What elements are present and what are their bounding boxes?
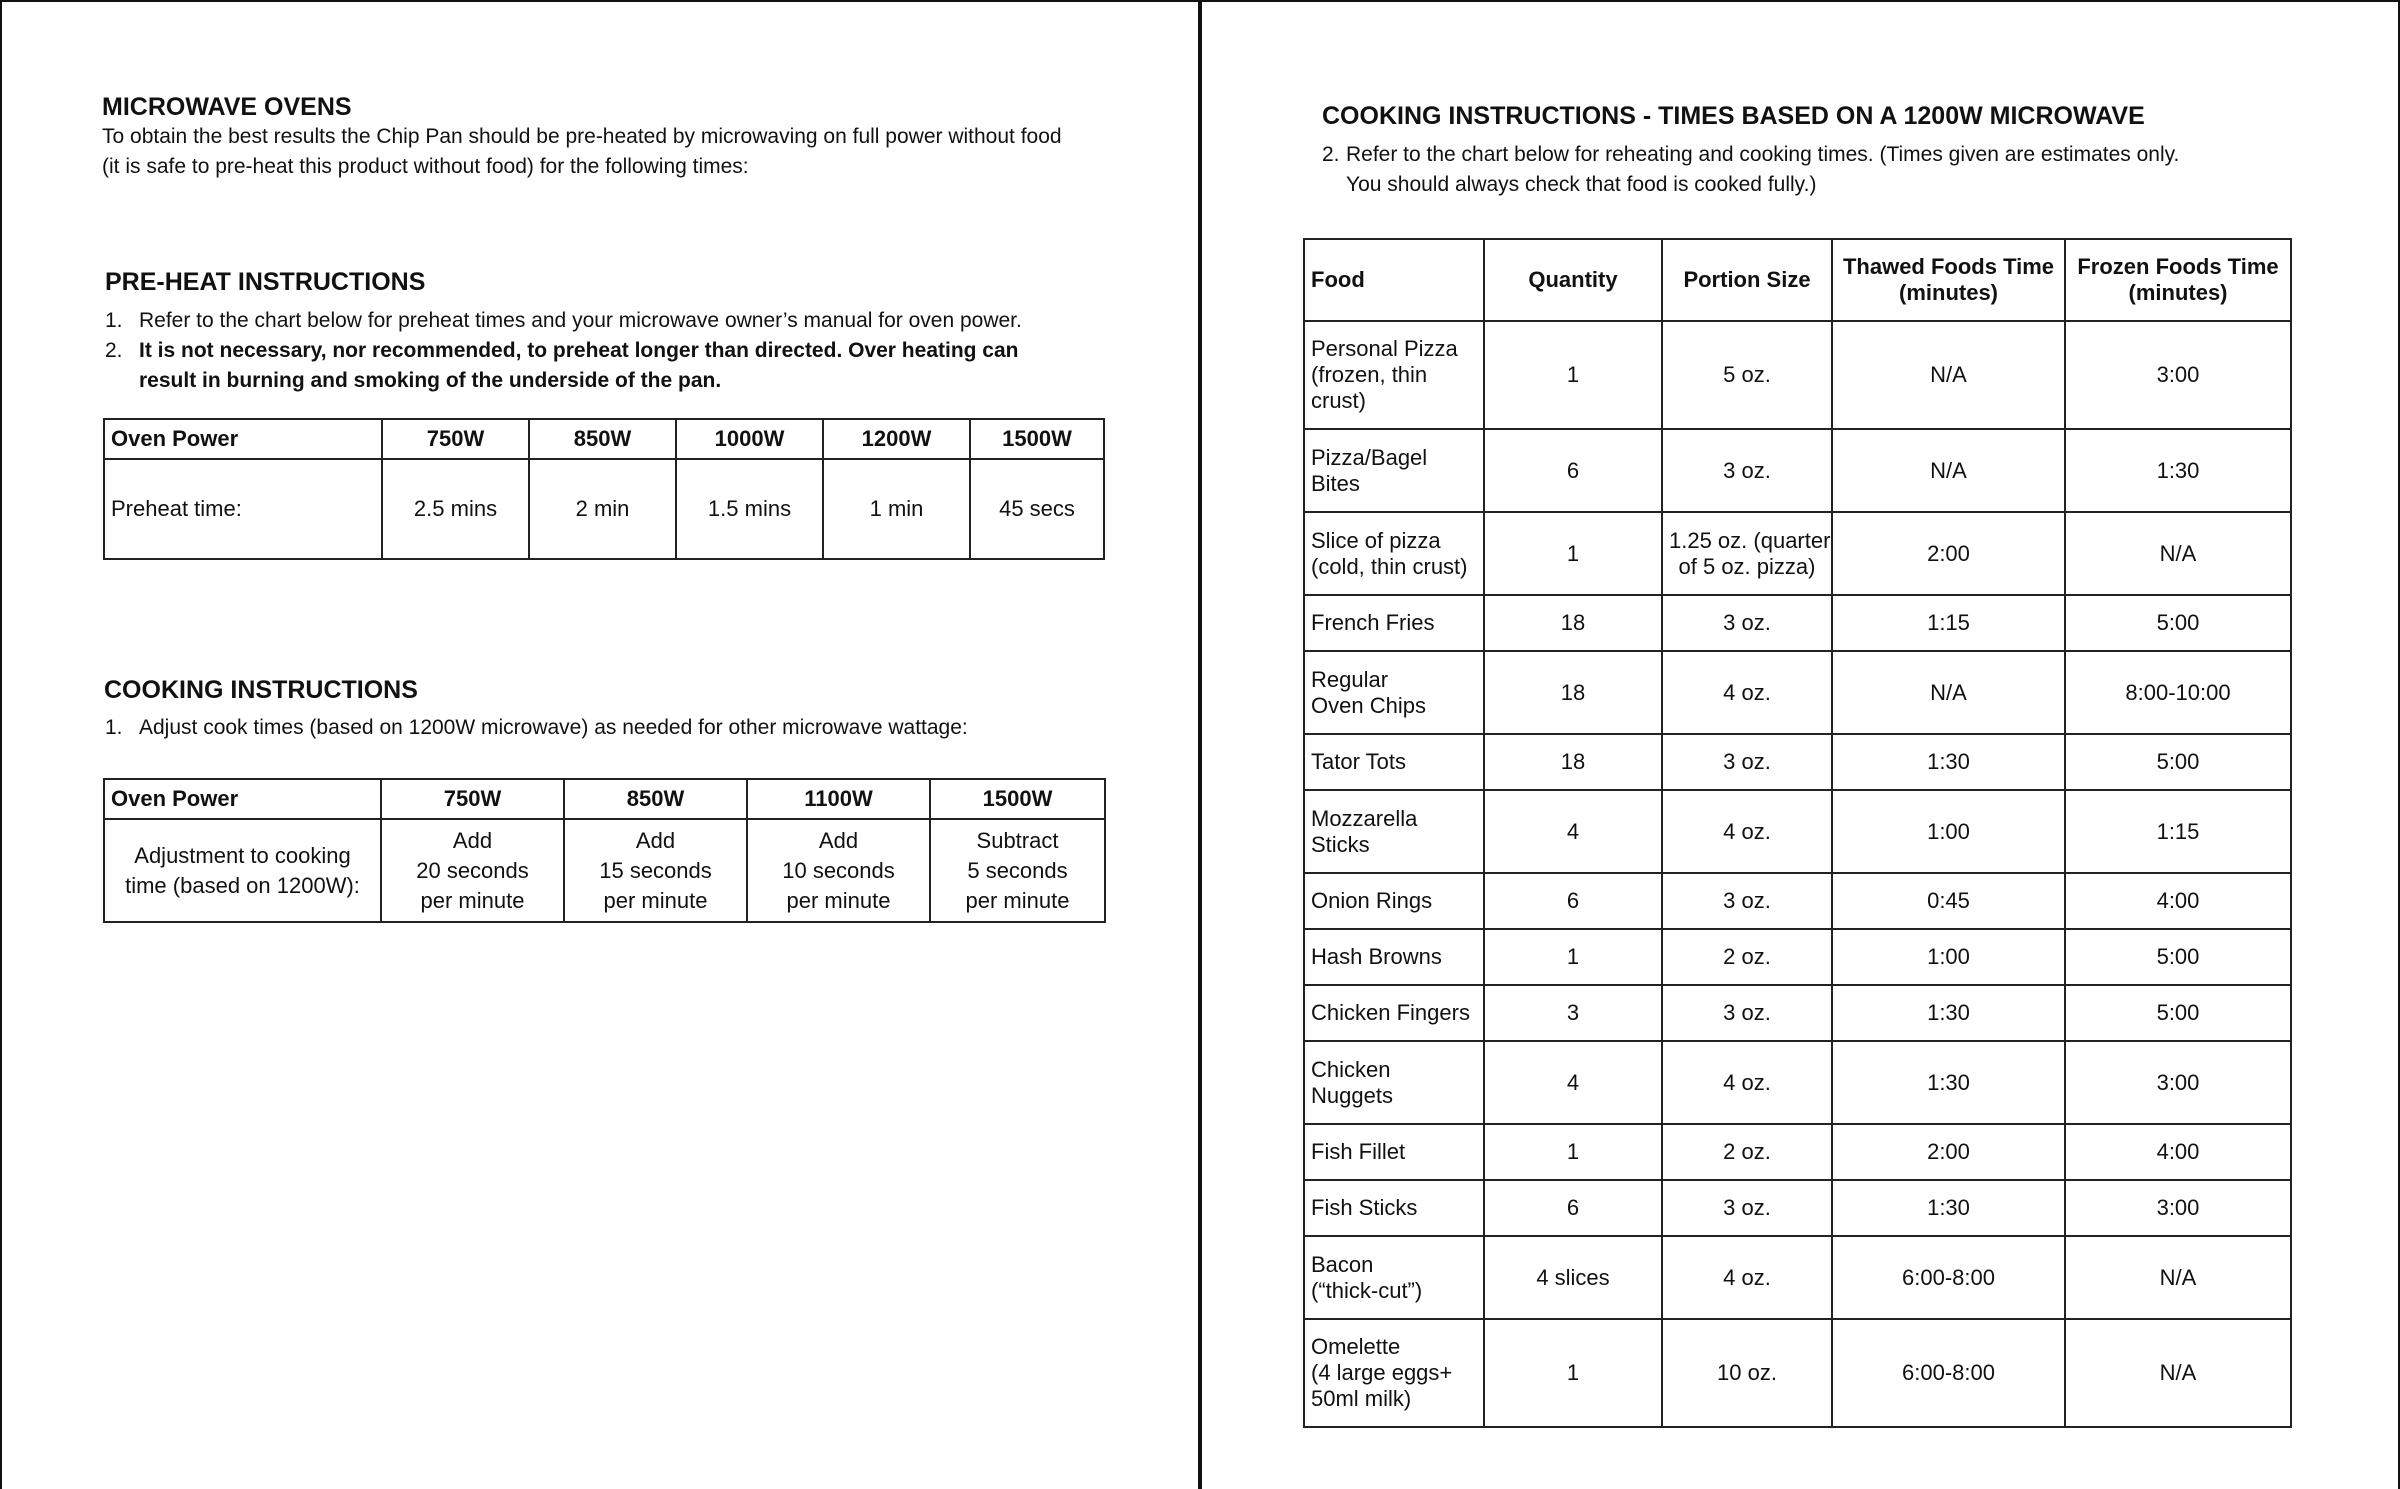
cell-line: 10 seconds [782,857,895,883]
frozen-time-cell: 5:00 [2065,595,2291,651]
cell-line: per minute [420,887,525,913]
list-number: 1. [105,716,123,739]
microwave-section [102,92,1062,182]
frozen-time-cell: 5:00 [2065,734,2291,790]
cell-line: (cold, thin crust) [1311,553,1468,579]
cell-line: 5 seconds [967,857,1068,883]
cooking-section [104,675,418,705]
portion-cell [1662,1124,1832,1180]
table-header-cell [1484,239,1662,321]
frozen-time-cell: 3:00 [2065,1180,2291,1236]
quantity-cell: 1 [1484,321,1662,429]
table-row [1304,1124,2291,1180]
cell-line: Bacon [1311,1251,1374,1277]
table-header-row [104,419,1104,459]
cell-line: Portion Size [1683,267,1811,292]
food-table-body [1304,321,2291,1427]
thawed-time-cell: 1:00 [1832,790,2065,873]
quantity-cell: 4 [1484,1041,1662,1124]
frozen-time-cell: 5:00 [2065,929,2291,985]
cell-line: Food [1311,267,1365,292]
table-header-cell: 1000W [676,419,823,459]
quantity-cell: 4 slices [1484,1236,1662,1319]
cooking-adjustment-table [103,778,1106,923]
frozen-time-cell: N/A [2065,512,2291,595]
right-section [1322,101,2145,131]
cell-line: 50ml milk) [1311,1386,1412,1411]
table-cell: 1.5 mins [676,459,823,559]
table-row [1304,985,2291,1041]
food-cell [1304,985,1484,1041]
cell-line: 4 oz. [1723,818,1771,844]
cell-line: Chicken [1311,1056,1391,1082]
food-cell [1304,321,1484,429]
table-row [104,459,1104,559]
cell-line: Bites [1311,470,1360,496]
cell-line: Mozzarella [1311,805,1418,831]
list-text: You should always check that food is cooked fully.) [1346,173,1817,196]
cell-line: 2 oz. [1723,944,1771,969]
portion-cell [1662,429,1832,512]
list-text: Refer to the chart below for preheat times and your microwave owner’s manual for oven power. [139,309,1022,332]
cell-line: Personal Pizza [1311,336,1458,361]
cooking-title: COOKING INSTRUCTIONS [104,676,418,704]
thawed-time-cell: N/A [1832,429,2065,512]
cell-line: of 5 oz. pizza) [1678,553,1816,579]
cell-line: 10 oz. [1717,1360,1777,1385]
cell-line: Fish Sticks [1311,1195,1418,1220]
food-cell [1304,595,1484,651]
table-cell [747,819,930,922]
thawed-time-cell: N/A [1832,321,2065,429]
cell-line: crust) [1311,388,1366,413]
microwave-body-line-1: To obtain the best results the Chip Pan should be pre-heated by microwaving on full power without food [102,125,1062,148]
table-row [1304,651,2291,734]
table-row [1304,1041,2291,1124]
cell-line: Slice of pizza [1311,527,1441,553]
quantity-cell: 18 [1484,734,1662,790]
list-number: 2. [1322,143,1340,166]
cell-line: 3 oz. [1723,749,1771,774]
portion-cell [1662,651,1832,734]
table-row [1304,790,2291,873]
thawed-time-cell: 6:00-8:00 [1832,1236,2065,1319]
portion-cell [1662,1041,1832,1124]
table-header-cell: 1500W [930,779,1105,819]
table-header-cell [1662,239,1832,321]
frozen-time-cell: 4:00 [2065,873,2291,929]
microwave-title: MICROWAVE OVENS [102,93,352,121]
table-cell [930,819,1105,922]
frozen-time-cell: 8:00-10:00 [2065,651,2291,734]
cell-line: Tator Tots [1311,749,1406,774]
table-header-cell: 1500W [970,419,1104,459]
table-row [1304,512,2291,595]
table-cell [381,819,564,922]
cell-line: (frozen, thin [1311,362,1428,387]
food-cell [1304,512,1484,595]
food-cell [1304,734,1484,790]
cell-line: 15 seconds [599,857,712,883]
food-times-table [1303,238,2292,1428]
cell-line: Fish Fillet [1311,1139,1406,1164]
list-text: Adjust cook times (based on 1200W microwave) as needed for other microwave wattage: [139,716,968,739]
food-cell [1304,651,1484,734]
quantity-cell: 1 [1484,1124,1662,1180]
quantity-cell: 1 [1484,512,1662,595]
cell-line: 3 oz. [1723,888,1771,913]
portion-cell [1662,321,1832,429]
table-header-cell [1304,239,1484,321]
thawed-time-cell: N/A [1832,651,2065,734]
table-cell: Preheat time: [104,459,382,559]
food-cell [1304,873,1484,929]
table-header-cell: 750W [381,779,564,819]
cell-line: 2 oz. [1723,1139,1771,1164]
table-cell [564,819,747,922]
food-cell [1304,790,1484,873]
portion-cell [1662,929,1832,985]
table-row [1304,321,2291,429]
cell-line: 3 oz. [1723,457,1771,483]
cell-line: per minute [603,887,708,913]
table-row [1304,1180,2291,1236]
cell-line: Add [818,827,859,853]
cell-line: 3 oz. [1723,1195,1771,1220]
preheat-table [103,418,1105,560]
thawed-time-cell: 2:00 [1832,512,2065,595]
portion-cell [1662,512,1832,595]
list-number: 2. [105,339,123,362]
table-header-cell: 850W [564,779,747,819]
quantity-cell: 6 [1484,1180,1662,1236]
cell-line: 5 oz. [1723,362,1771,387]
thawed-time-cell: 1:30 [1832,734,2065,790]
quantity-cell: 6 [1484,873,1662,929]
thawed-time-cell: 1:30 [1832,1041,2065,1124]
table-row [1304,595,2291,651]
table-header-cell: 1100W [747,779,930,819]
portion-cell [1662,734,1832,790]
table-header-cell [1832,239,2065,321]
cell-line: Regular [1311,666,1389,692]
cell-line: (4 large eggs+ [1311,1360,1453,1385]
quantity-cell: 3 [1484,985,1662,1041]
table-row [104,819,1105,922]
page-divider [1198,0,1202,1489]
portion-cell [1662,1180,1832,1236]
portion-cell [1662,595,1832,651]
food-cell [1304,1180,1484,1236]
thawed-time-cell: 1:30 [1832,1180,2065,1236]
table-row [1304,929,2291,985]
table-row [1304,429,2291,512]
cell-line: Subtract [976,827,1059,853]
microwave-body-line-2: (it is safe to pre-heat this product without food) for the following times: [102,155,749,178]
table-row [1304,1319,2291,1427]
cell-line: Sticks [1311,831,1370,857]
table-cell: 45 secs [970,459,1104,559]
portion-cell [1662,1319,1832,1427]
table-cell [104,819,381,922]
cell-line: Frozen Foods Time [2077,254,2279,279]
frozen-time-cell: N/A [2065,1236,2291,1319]
preheat-section [105,267,425,297]
portion-cell [1662,790,1832,873]
quantity-cell: 18 [1484,595,1662,651]
food-cell [1304,929,1484,985]
cell-line: Onion Rings [1311,888,1433,913]
cell-line: 1.25 oz. (quarter [1669,527,1831,553]
quantity-cell: 1 [1484,1319,1662,1427]
table-header-cell: 1200W [823,419,970,459]
cell-line: Add [452,827,493,853]
cell-line: 4 oz. [1723,679,1771,705]
cell-line: Nuggets [1311,1082,1393,1108]
frozen-time-cell: 4:00 [2065,1124,2291,1180]
cell-line: time (based on 1200W): [125,872,360,898]
food-cell [1304,1124,1484,1180]
thawed-time-cell: 0:45 [1832,873,2065,929]
table-cell: 2.5 mins [382,459,529,559]
table-cell: 1 min [823,459,970,559]
cell-line: Quantity [1528,267,1618,292]
frozen-time-cell: 1:30 [2065,429,2291,512]
cell-line: Thawed Foods Time [1842,254,2055,279]
thawed-time-cell: 1:00 [1832,929,2065,985]
table-header-cell: Oven Power [104,779,381,819]
list-text: It is not necessary, nor recommended, to preheat longer than directed. Over heating can [139,339,1019,362]
table-row [1304,1236,2291,1319]
frozen-time-cell: 3:00 [2065,1041,2291,1124]
cell-line: Adjustment to cooking [134,842,351,868]
cell-line: Oven Chips [1311,692,1426,718]
table-header-cell: 750W [382,419,529,459]
food-cell [1304,1236,1484,1319]
table-row [1304,734,2291,790]
food-cell [1304,1041,1484,1124]
table-header-row [1304,239,2291,321]
thawed-time-cell: 1:15 [1832,595,2065,651]
preheat-title: PRE-HEAT INSTRUCTIONS [105,268,426,296]
cell-line: Chicken Fingers [1311,1000,1470,1025]
frozen-time-cell: N/A [2065,1319,2291,1427]
cell-line: Add [635,827,676,853]
cell-line: (minutes) [1899,280,1998,305]
thawed-time-cell: 1:30 [1832,985,2065,1041]
list-text: Refer to the chart below for reheating and cooking times. (Times given are estimates only. [1346,143,2180,166]
cell-line: Hash Browns [1311,944,1442,969]
quantity-cell: 6 [1484,429,1662,512]
right-title: COOKING INSTRUCTIONS - TIMES BASED ON A 1200W MICROWAVE [1322,102,2145,130]
table-header-row [104,779,1105,819]
table-header-cell: 850W [529,419,676,459]
table-cell: 2 min [529,459,676,559]
quantity-cell: 18 [1484,651,1662,734]
cell-line: Omelette [1311,1334,1401,1359]
table-header-cell: Oven Power [104,419,382,459]
table-header-cell [2065,239,2291,321]
cell-line: 4 oz. [1723,1264,1771,1290]
quantity-cell: 4 [1484,790,1662,873]
thawed-time-cell: 6:00-8:00 [1832,1319,2065,1427]
food-cell [1304,429,1484,512]
portion-cell [1662,873,1832,929]
frozen-time-cell: 1:15 [2065,790,2291,873]
frozen-time-cell: 5:00 [2065,985,2291,1041]
cell-line: per minute [786,887,891,913]
portion-cell [1662,985,1832,1041]
cell-line: per minute [965,887,1070,913]
cell-line: Pizza/Bagel [1311,444,1428,470]
thawed-time-cell: 2:00 [1832,1124,2065,1180]
frozen-time-cell: 3:00 [2065,321,2291,429]
cell-line: 3 oz. [1723,1000,1771,1025]
food-cell [1304,1319,1484,1427]
list-number: 1. [105,309,123,332]
cell-line: (minutes) [2128,280,2228,305]
list-text: result in burning and smoking of the underside of the pan. [139,369,722,392]
portion-cell [1662,1236,1832,1319]
cell-line: 4 oz. [1723,1069,1771,1095]
quantity-cell: 1 [1484,929,1662,985]
table-row [1304,873,2291,929]
cell-line: (“thick-cut”) [1311,1277,1423,1303]
cell-line: 20 seconds [416,857,529,883]
cell-line: 3 oz. [1723,610,1771,635]
cell-line: French Fries [1311,610,1435,635]
